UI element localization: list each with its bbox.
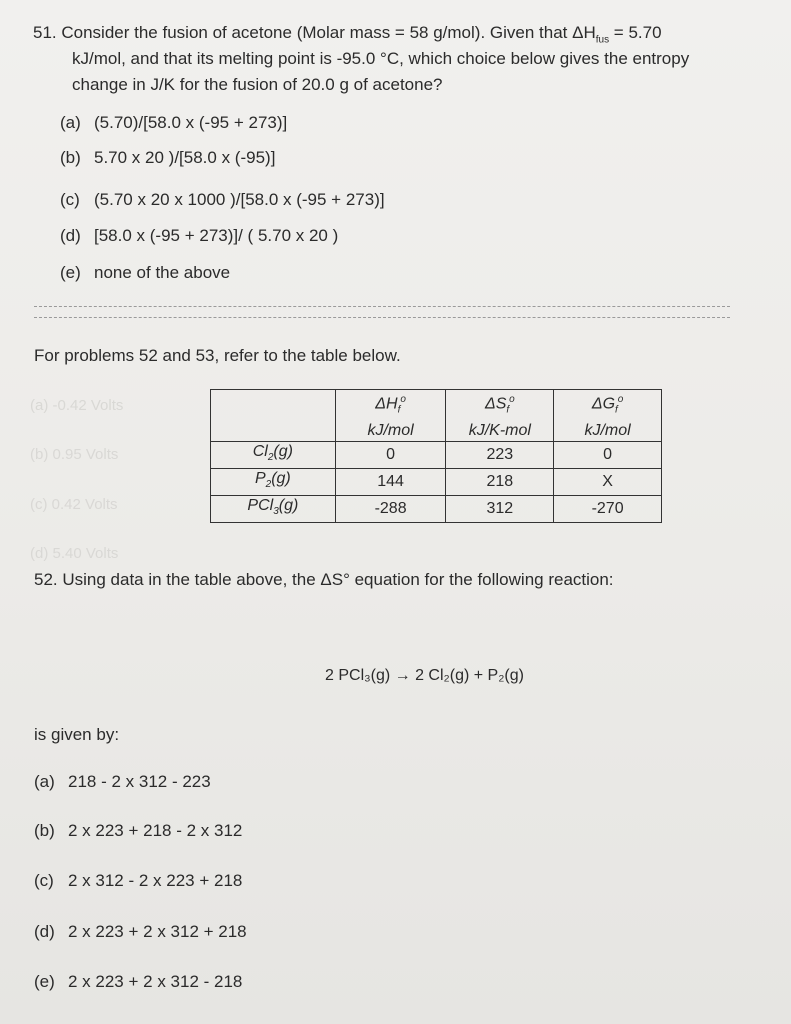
q51-line1 (33, 22, 662, 51)
q52-prompt: 52. Using data in the table above, the ΔS° equation for the following reaction: (34, 570, 614, 589)
option-label: (d) (60, 226, 81, 245)
q51-text-1: Consider the fusion of acetone (Molar mass = 58 g/mol). Given that ΔH (61, 23, 596, 42)
option-text: 218 - 2 x 312 - 223 (68, 772, 211, 791)
section-divider (34, 306, 730, 318)
option-label: (e) (34, 972, 55, 991)
q51-line3: change in J/K for the fusion of 20.0 g of acetone? (72, 75, 443, 94)
table-row (211, 441, 662, 468)
header-sup: o (400, 394, 406, 405)
option-text: [58.0 x (-95 + 273)]/ ( 5.70 x 20 ) (94, 226, 339, 245)
q52-option-d (34, 921, 247, 943)
option-text: 2 x 223 + 218 - 2 x 312 (68, 821, 243, 840)
option-text: (5.70)/[58.0 x (-95 + 273)] (94, 113, 288, 132)
species-name: PCl (247, 496, 274, 514)
species-name: P (254, 469, 266, 487)
table-header-row (211, 390, 662, 442)
species-cell (211, 468, 336, 495)
header-unit: kJ/mol (367, 421, 414, 439)
option-label: (a) (60, 113, 81, 132)
species-state: (g) (278, 496, 299, 514)
species-sub: 3 (273, 506, 279, 518)
option-label: (b) (34, 821, 55, 840)
species-state: (g) (271, 469, 291, 487)
header-sup: o (509, 394, 515, 405)
q52-reaction: 2 PCl₃(g) → 2 Cl₂(g) + P₂(g) (325, 667, 524, 684)
header-dg (554, 390, 662, 442)
q51-option-c (60, 189, 385, 211)
option-text: (5.70 x 20 x 1000 )/[58.0 x (-95 + 273)] (94, 190, 385, 209)
header-dh (335, 390, 446, 442)
value-cell: 0 (335, 441, 446, 468)
value-cell: 0 (554, 441, 662, 468)
species-sub: 2 (265, 478, 272, 490)
q52-option-c (34, 870, 242, 892)
value-cell: 223 (446, 441, 554, 468)
table-intro: For problems 52 and 53, refer to the table below. (34, 346, 401, 365)
species-cell (211, 441, 336, 468)
value-cell: 218 (446, 468, 554, 495)
q52-option-a (34, 771, 211, 793)
option-label: (d) (34, 922, 55, 941)
option-label: (a) (34, 772, 55, 791)
species-name: Cl (252, 442, 268, 460)
option-text: none of the above (94, 263, 231, 282)
header-ds (446, 390, 554, 442)
value-cell: -270 (554, 495, 662, 522)
table-row (211, 468, 662, 495)
header-sub: f (397, 404, 401, 416)
header-symbol: ΔS (484, 395, 507, 413)
header-sub: f (615, 404, 618, 416)
option-label: (e) (60, 263, 81, 282)
q51-option-b (60, 147, 275, 169)
q51-subscript: fus (595, 34, 610, 46)
q52-given-by: is given by: (34, 725, 120, 744)
option-text: 2 x 223 + 2 x 312 - 218 (68, 972, 243, 991)
value-cell: 312 (446, 495, 554, 522)
header-unit: kJ/mol (584, 421, 631, 439)
option-label: (c) (60, 190, 80, 209)
header-sub: f (506, 404, 510, 416)
q51-line2: kJ/mol, and that its melting point is -95.0 °C, which choice below gives the entropy (72, 49, 690, 68)
option-text: 2 x 312 - 2 x 223 + 218 (68, 871, 243, 890)
q51-option-a (60, 112, 287, 134)
q51-option-d (60, 225, 338, 247)
header-symbol: ΔH (375, 395, 398, 413)
value-cell: -288 (335, 495, 446, 522)
worksheet-page: (a) -0.42 Volts (b) 0.95 Volts (c) 0.42 Volts (d) 5.40 Volts 51. Consider the fusion of acetone (Molar mass = 58 g/mol). Given that $\Delta H_{fus} = 5.70$ kJ/mol, and that its melting point is -95.0 °C, which choice below gives the entropy change in J/K for the fusion of 20.0 g of acetone? (a) (5.70)/[58.0 x (-95 + 273)] (b) 5.70 x 20 )/[58.0 x (-95)] (c) (5.70 x 20 x 1000 )/[58.0 x (-95 + 273)] (d) [58.0 x (-95 + 273)]/ ( 5.70 x 20 ) (e) none of the above For problems 52 and 53, refer to the table below. $\Delta H_f^o$ kJ/mol $\Delta S_f^o$ kJ/K-mol $\Delta G_f^o$ kJ/mol $Cl_2(g)$ 0 223 0 $P_2(g)$ 144 218 X PCl$_3$(g) -288 312 -270 52. Using data in the table above, the ΔS° equation for the following reaction: 2 PCl₃(g) → 2 Cl₂(g) + P₂(g) is given by: (a) 218 - 2 x 312 - 223 (b) 2 x 223 + 218 - 2 x 312 (c) 2 x 312 - 2 x 223 + 218 (d) 2 x 223 + 2 x 312 + 218 (e) 2 x 223 + 2 x 312 - 218 (0, 0, 791, 1024)
species-state: (g) (273, 442, 293, 460)
value-cell: 144 (335, 468, 446, 495)
header-unit: kJ/K-mol (468, 421, 531, 439)
option-label: (b) (60, 148, 81, 167)
option-label: (c) (34, 871, 54, 890)
header-blank (211, 390, 336, 442)
q51-number: 51. (33, 23, 57, 42)
species-cell (211, 495, 336, 522)
header-sup: o (617, 394, 624, 405)
q51-text-1-end: = 5.70 (609, 23, 662, 42)
option-text: 2 x 223 + 2 x 312 + 218 (68, 922, 247, 941)
value-cell: X (554, 468, 662, 495)
q51-option-e (60, 262, 230, 284)
species-sub: 2 (267, 451, 274, 463)
thermo-data-table (210, 389, 662, 523)
table-row (211, 495, 662, 522)
q52-option-e (34, 971, 242, 993)
option-text: 5.70 x 20 )/[58.0 x (-95)] (94, 148, 276, 167)
q52-option-b (34, 820, 242, 842)
header-symbol: ΔG (591, 395, 616, 413)
